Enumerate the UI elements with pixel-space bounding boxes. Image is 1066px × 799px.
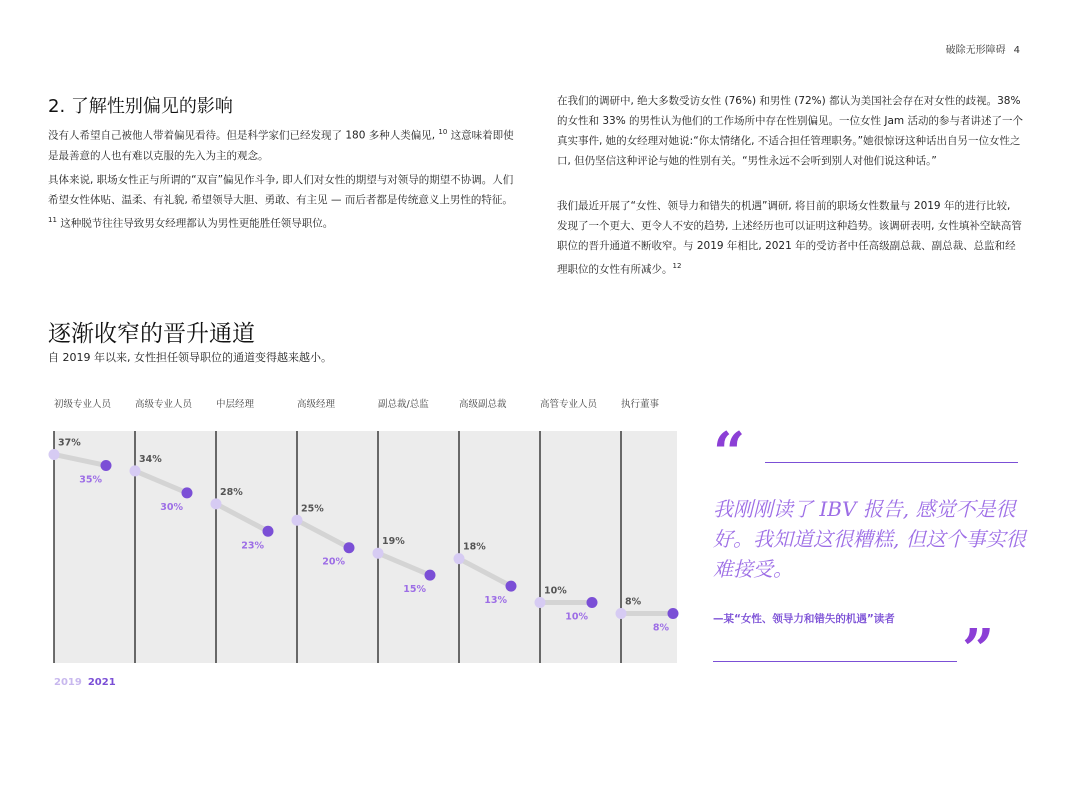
- point-2021-0: [101, 460, 112, 471]
- label-2021-5: 13%: [484, 595, 507, 607]
- running-header: [946, 41, 1020, 56]
- point-2021-5: [506, 581, 517, 592]
- close-quote-mark: ”: [962, 617, 995, 683]
- column-bg-0: [54, 431, 135, 663]
- label-2021-7: 8%: [652, 622, 669, 634]
- section-title: 2. 了解性别偏见的影响: [48, 96, 233, 117]
- column-bg-1: [135, 431, 216, 663]
- point-2019-5: [454, 553, 465, 564]
- quote-divider-bottom: [713, 661, 957, 662]
- point-2021-3: [344, 542, 355, 553]
- label-2021-3: 20%: [322, 556, 345, 568]
- header-title: 破除无形障碍: [945, 45, 1006, 56]
- chart-legend: [54, 677, 116, 688]
- column-bg-6: [540, 431, 621, 663]
- label-2019-0: 37%: [58, 437, 81, 449]
- pull-quote-source: —某“女性、领导力和错失的机遇”读者: [713, 613, 895, 625]
- point-2019-2: [211, 498, 222, 509]
- point-2021-6: [587, 597, 598, 608]
- point-2019-0: [49, 449, 60, 460]
- footnote-ref-11[interactable]: 11: [48, 216, 57, 224]
- label-2019-7: 8%: [625, 596, 642, 608]
- point-2019-4: [373, 548, 384, 559]
- chart-title: 逐渐收窄的晋升通道: [48, 321, 255, 347]
- footnote-ref-10[interactable]: 10: [438, 128, 448, 136]
- pull-quote-text: 我刚刚读了 IBV 报告, 感觉不是很好。我知道这很糟糕, 但这个事实很难接受。: [713, 497, 1026, 581]
- paragraph-4-text: 我们最近开展了“女性、领导力和错失的机遇”调研, 将目前的职场女性数量与 2019 年的进行比较, 发现了一个更大、更令人不安的趋势, 上述经历也可以证明这种趋势。该调研表明, 女性填补空缺高管职位的晋升通道不断收窄。与 2019 年相比, 2021 年的受访者中任高级副总裁、副总裁、总监和经理职位的女性有所减少。: [557, 200, 1022, 276]
- open-quote-mark: “: [713, 420, 746, 486]
- point-2019-6: [535, 597, 546, 608]
- paragraph-1-text-a: 没有人希望自己被他人带着偏见看待。但是科学家们已经发现了 180 多种人类偏见,: [48, 129, 439, 142]
- label-2021-1: 30%: [160, 501, 183, 513]
- page-number: 4: [1013, 45, 1020, 56]
- point-2019-1: [130, 465, 141, 476]
- label-2019-6: 10%: [544, 585, 567, 597]
- label-2019-1: 34%: [139, 453, 162, 465]
- point-2021-2: [263, 526, 274, 537]
- point-2021-7: [668, 608, 679, 619]
- label-2021-0: 35%: [79, 474, 102, 486]
- paragraph-2-text-a: 具体来说, 职场女性正与所谓的“双盲”偏见作斗争, 即人们对女性的期望与对领导的期望不协调。人们希望女性体贴、温柔、有礼貌, 希望领导大胆、勇敢、有主见 — 而后者都是传统意义上男性的特征。: [48, 174, 514, 206]
- category-label-0: 初级专业人员: [54, 399, 112, 410]
- category-label-2: 中层经理: [216, 399, 255, 410]
- label-2019-5: 18%: [463, 541, 486, 553]
- quote-divider-top: [765, 462, 1018, 463]
- paragraph-1-text-b: 这意味着即使是最善意的人也有难以克服的先入为主的观念。: [48, 129, 514, 162]
- label-2019-4: 19%: [382, 536, 405, 548]
- category-label-3: 高级经理: [297, 399, 336, 410]
- label-2019-2: 28%: [220, 486, 243, 498]
- point-2019-7: [616, 608, 627, 619]
- label-2021-4: 15%: [403, 584, 426, 596]
- category-label-7: 执行董事: [621, 399, 660, 410]
- label-2019-3: 25%: [301, 503, 324, 515]
- category-label-1: 高级专业人员: [135, 399, 193, 410]
- footnote-ref-12[interactable]: 12: [672, 262, 682, 270]
- legend-2019: 2019: [54, 677, 82, 688]
- point-2021-1: [182, 487, 193, 498]
- category-label-5: 高级副总裁: [459, 399, 507, 410]
- paragraph-2-text-b: 这种脱节往往导致男女经理都认为男性更能胜任领导职位。: [56, 217, 334, 230]
- column-bg-3: [297, 431, 378, 663]
- label-2021-2: 23%: [241, 540, 264, 552]
- category-label-6: 高管专业人员: [540, 399, 598, 410]
- point-2021-4: [425, 570, 436, 581]
- chart-subtitle: 自 2019 年以来, 女性担任领导职位的通道变得越来越小。: [48, 351, 332, 364]
- category-label-4: 副总裁/总监: [378, 399, 429, 410]
- paragraph-3: 在我们的调研中, 绝大多数受访女性 (76%) 和男性 (72%) 都认为美国社会存在对女性的歧视。38% 的女性和 33% 的男性认为他们的工作场所中存在性别偏见。一位女性 Jam 活动的参与者讲述了一个真实事件, 她的女经理对她说:“你太情绪化, 不适合担任管理职务。”她很惊讶这种话出自另一位女性之口, 但仍坚信这种评论与她的性别有关。“男性永远不会听到别人对他们说这种话。”: [557, 95, 1023, 167]
- point-2019-3: [292, 515, 303, 526]
- legend-2021: 2021: [87, 677, 116, 688]
- label-2021-6: 10%: [565, 611, 588, 623]
